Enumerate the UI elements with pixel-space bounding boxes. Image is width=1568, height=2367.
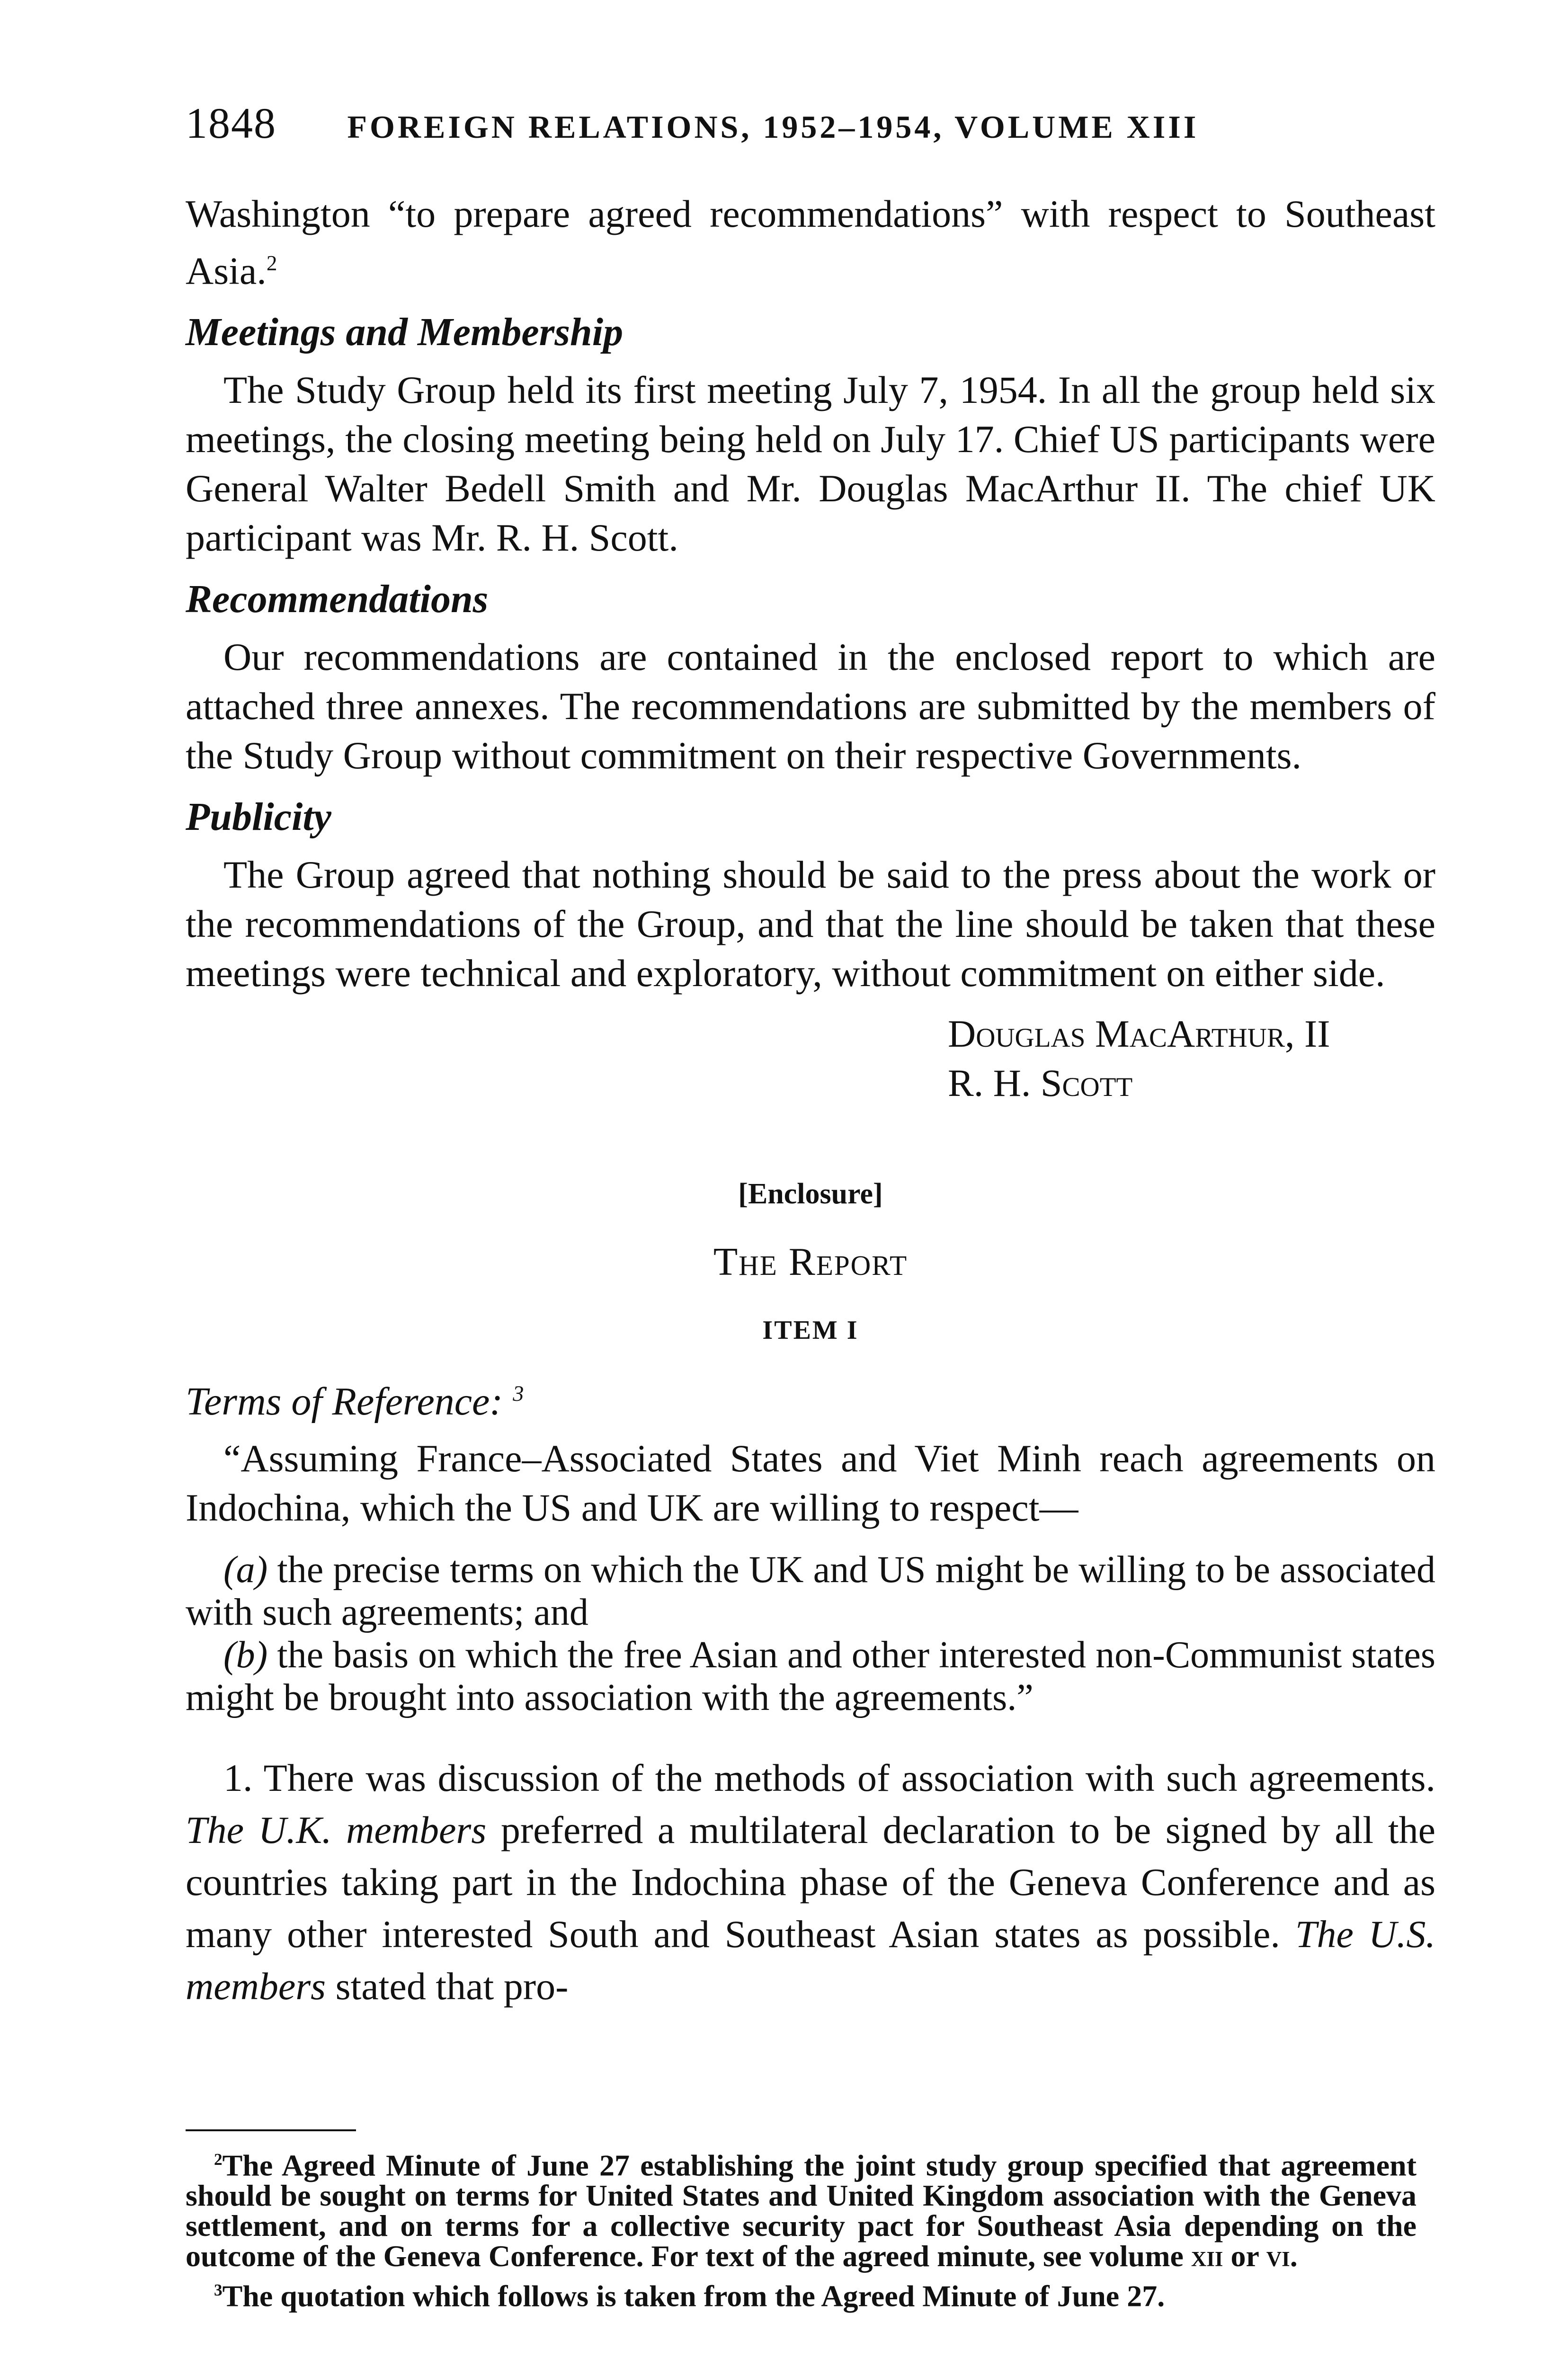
section-text-publicity: The Group agreed that nothing should be said to the press about the work or the recommendations of the Group, and that the line should be taken that these meetings were technical and exploratory, without commitment on either side.: [186, 853, 1435, 995]
footnote-2: $^2$The Agreed Minute of June 27 establishing the joint study group specified that agreement should be sought on terms for United States and United Kingdom association with the Geneva settlement, and on terms for a collective security pact for Southeast Asia depending on the outcome of the Geneva Conference. For text of the agreed minute, see volume xii or vi.: [186, 2148, 1417, 2273]
signature-scott: R. H. Scott: [948, 1061, 1133, 1105]
paragraph-1: 1. There was discussion of the methods of association with such agreements. The U.K. members preferred a multilateral declaration to be signed by all the countries taking part in the Indochina phase of the Geneva Conference and as many other interested South and Southeast Asian states as possible. The U.S. members stated that pro-: [186, 1756, 1436, 2008]
item-heading: ITEM I: [762, 1316, 859, 1345]
intro-paragraph: Washington “to prepare agreed recommendations” with respect to Southeast Asia.$^2$: [186, 192, 1435, 293]
footnotes: [186, 2145, 1417, 2315]
subitem-b: (b) the basis on which the free Asian and other interested non-Communist states might be brought into association with the agreements.”: [186, 1634, 1436, 1719]
footnote-ref: 2: [266, 251, 277, 275]
page-number: 1848: [186, 99, 276, 147]
section-text-recommendations: Our recommendations are contained in the enclosed report to which are attached three annexes. The recommendations are submitted by the members of the Study Group without commitment on their respective Governments.: [186, 635, 1435, 777]
section-heading-publicity: Publicity: [186, 795, 331, 839]
running-header: [186, 99, 1435, 151]
main-text: [186, 189, 1435, 2012]
subitem-marker: (b): [223, 1634, 268, 1676]
subitem-a: (a) the precise terms on which the UK and US might be willing to be associated with such agreements; and: [186, 1549, 1435, 1634]
section-text-meetings: The Study Group held its first meeting July 7, 1954. In all the group held six meetings, the closing meeting being held on July 17. Chief US participants were General Walter Bedell Smith and Mr. Douglas MacArthur II. The chief UK participant was Mr. R. H. Scott.: [186, 368, 1435, 560]
footnote-divider: [186, 2129, 356, 2131]
enclosure-label: [Enclosure]: [738, 1178, 883, 1210]
footnote-ref: 3: [513, 1381, 524, 1406]
signature-block: [948, 1009, 1435, 1108]
terms-of-reference-heading: Terms of Reference: $^3$: [186, 1379, 524, 1424]
section-heading-meetings: Meetings and Membership: [186, 310, 624, 355]
running-title: FOREIGN RELATIONS, 1952–1954, VOLUME XIII: [347, 109, 1199, 145]
report-title: The Report: [713, 1240, 908, 1284]
section-heading-recommendations: Recommendations: [186, 577, 489, 622]
terms-quote: “Assuming France–Associated States and Viet Minh reach agreements on Indochina, which the US and UK are willing to respect—: [186, 1437, 1435, 1530]
subitem-marker: (a): [223, 1549, 268, 1591]
footnote-3: $^3$The quotation which follows is taken from the Agreed Minute of June 27.: [214, 2279, 1165, 2313]
signature-macarthur: Douglas MacArthur, II: [948, 1012, 1330, 1056]
